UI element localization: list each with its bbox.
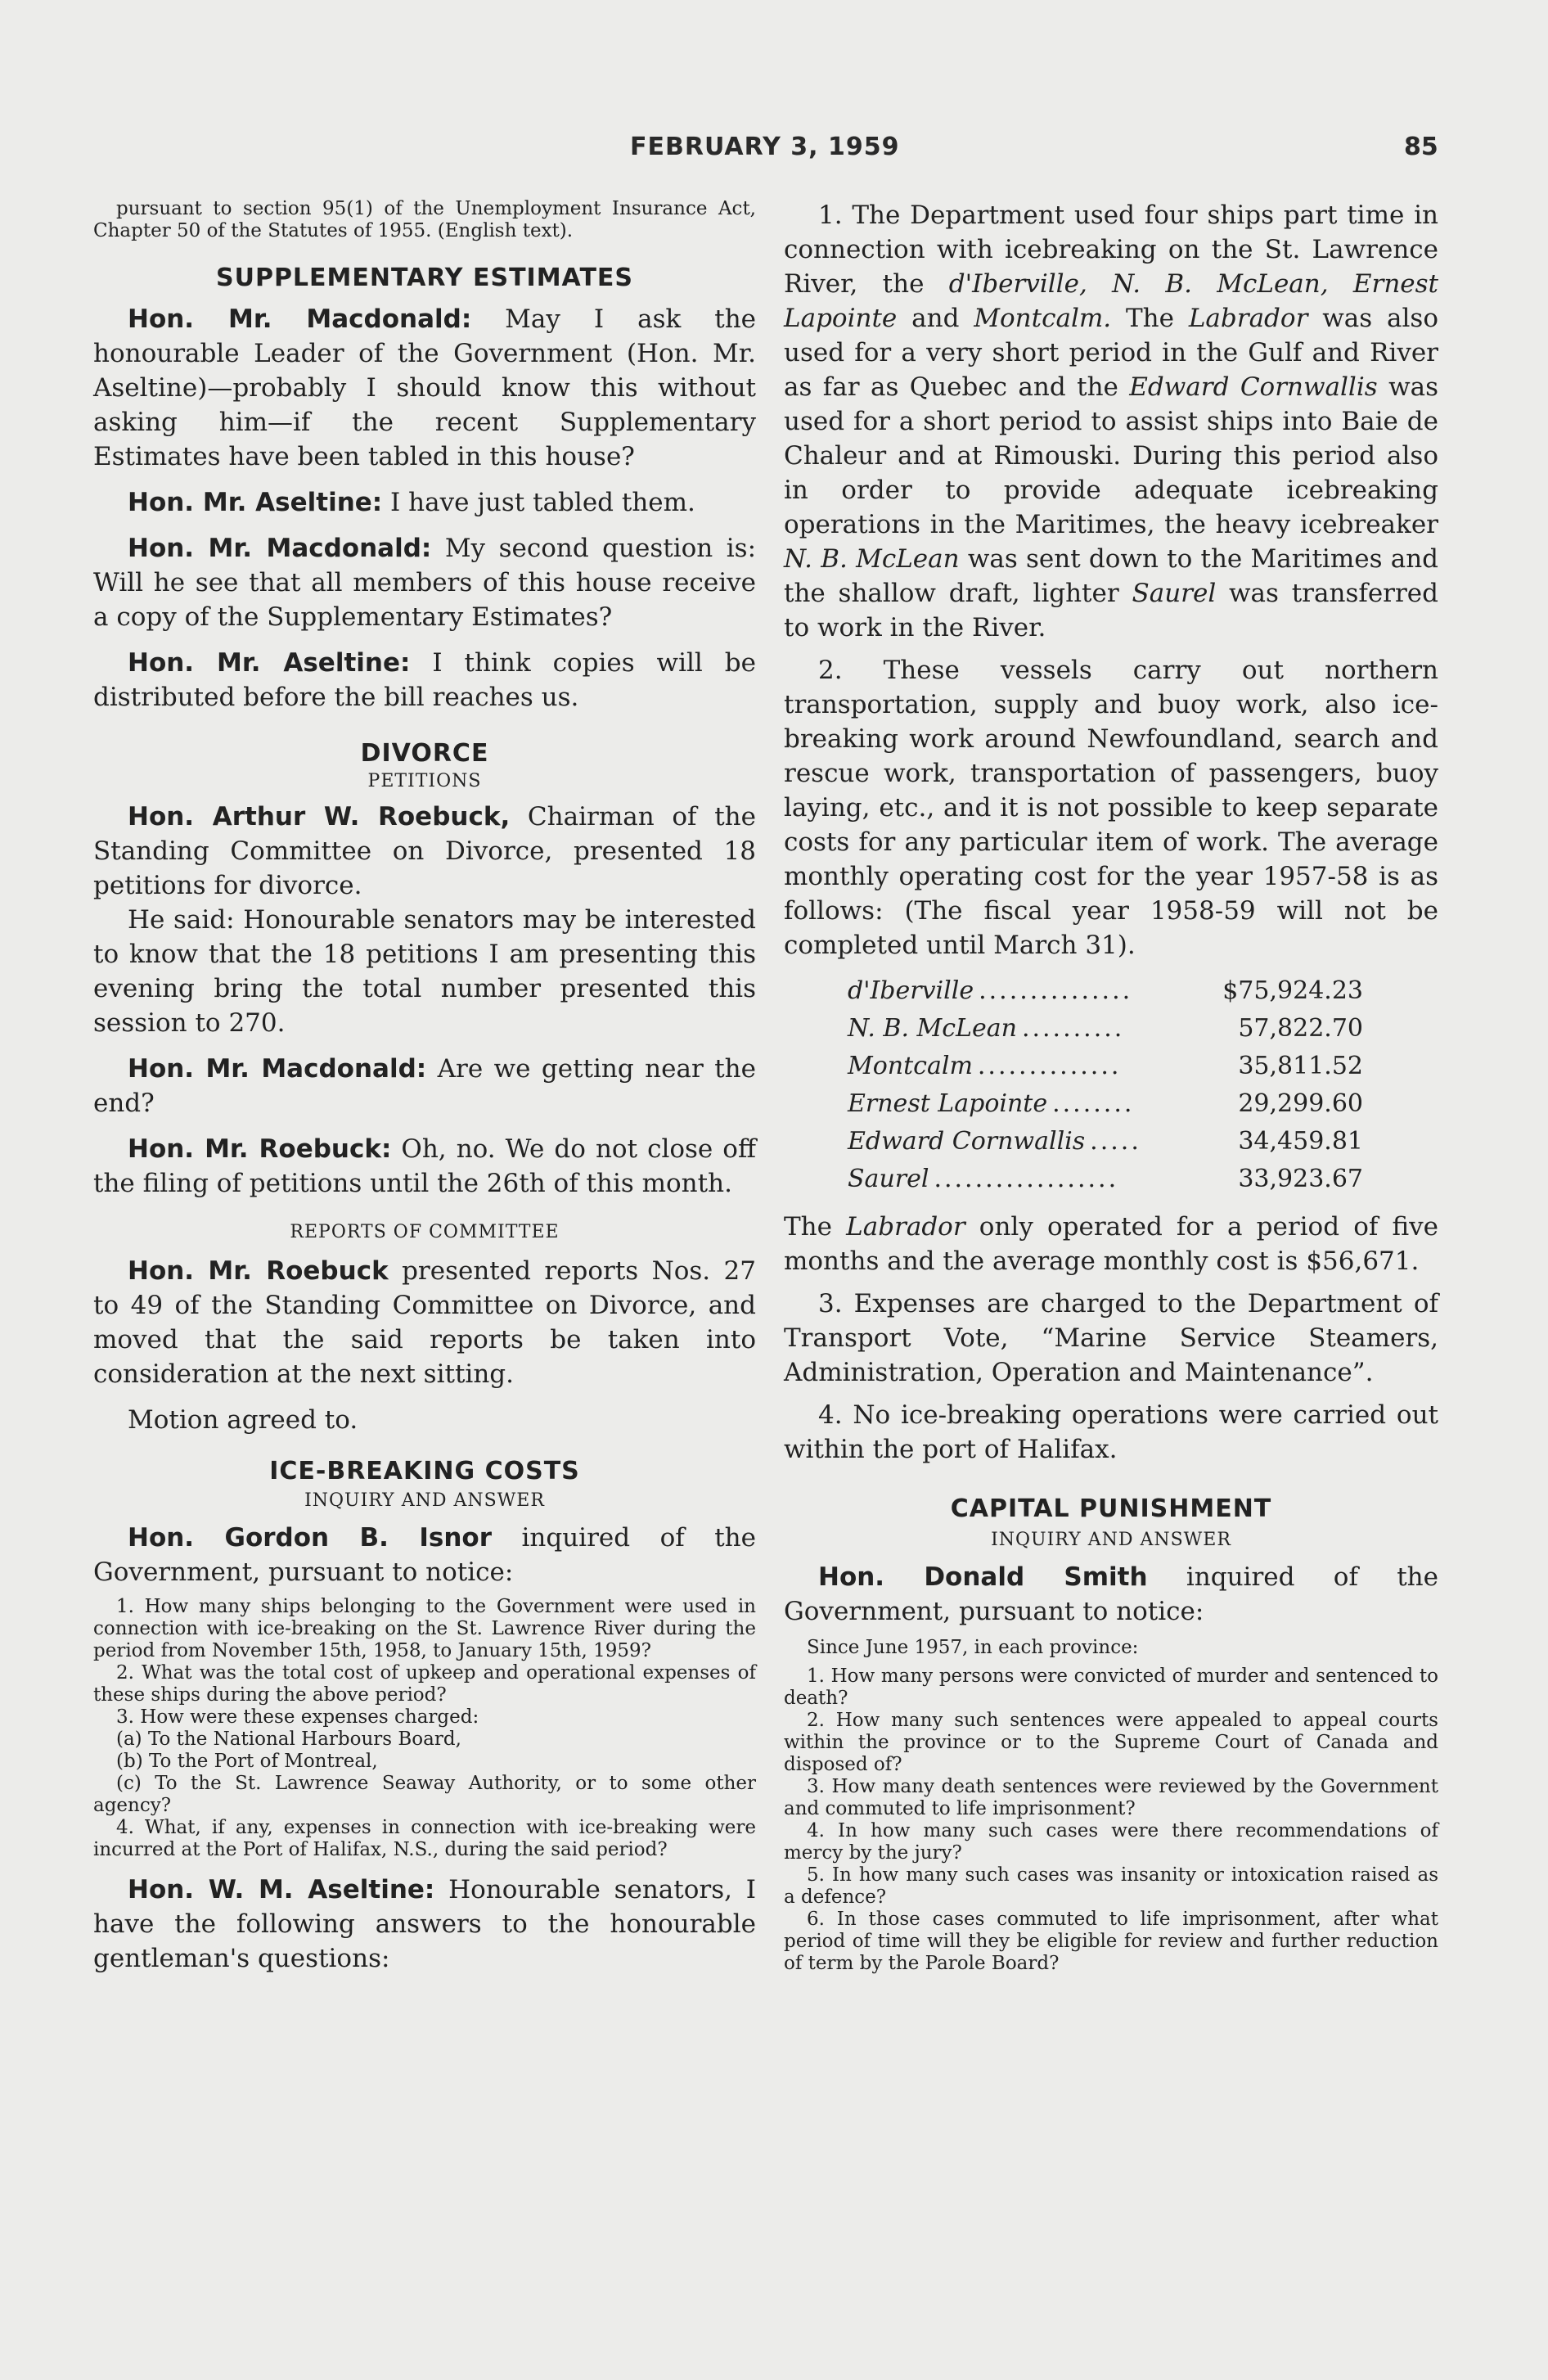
labrador-note	[784, 1210, 1438, 1278]
answer-text: was transferred to work in the River.	[784, 579, 1438, 642]
reports-of-committee-subheading: REPORTS OF COMMITTEE	[290, 1222, 560, 1242]
ice-question-3a: (a) To the National Harbours Board,	[116, 1729, 461, 1750]
ice-question-2: 2. What was the total cost of upkeep and operational expenses of these ships during the above period?	[93, 1662, 756, 1706]
ice-question-3c: (c) To the St. Lawrence Seaway Authority, or to some other agency?	[93, 1773, 756, 1816]
capital-punishment-heading: CAPITAL PUNISHMENT	[950, 1494, 1272, 1523]
ship-name: Labrador	[846, 1212, 965, 1242]
divorce-paragraph-3	[93, 1052, 756, 1120]
page-number: 85	[1404, 133, 1438, 161]
supp-paragraph-2	[93, 485, 756, 520]
capital-question-2: 2. How many such sentences were appealed to appeal courts within the province or to the Supreme Court of Canada and disposed of?	[784, 1710, 1438, 1775]
leader-dots: ..................	[934, 1165, 1119, 1193]
paragraph-text: My second question is: Will he see that all members of this house receive a copy of the Supplementary Estimates?	[93, 534, 757, 632]
ship-names: d'Iberville, N. B. McLean, Ernest Lapointe	[784, 269, 1439, 333]
ship-name: Saurel	[1132, 579, 1217, 608]
speaker-name: Hon. Mr. Roebuck	[128, 1256, 389, 1286]
table-row	[848, 1048, 1363, 1085]
supp-paragraph-3	[93, 531, 756, 634]
answer-text: 1. The Department used four ships part time in connection with icebreaking on the St. Lawrence River, the	[784, 201, 1438, 299]
paragraph-text: inquired of the Government, pursuant to notice:	[784, 1562, 1438, 1626]
paragraph-text: Oh, no. We do not close off the filing of petitions until the 26th of this month.	[93, 1134, 756, 1198]
speaker-name: Hon. Mr. Macdonald:	[128, 304, 472, 334]
answer-text: was sent down to the Maritimes and the shallow draft, lighter	[784, 544, 1439, 608]
answer-text: The	[1111, 304, 1189, 333]
speaker-name: Hon. Mr. Aseltine:	[128, 488, 383, 517]
cost-value: 33,923.67	[1238, 1165, 1363, 1193]
cost-value: $75,924.23	[1222, 976, 1363, 1005]
petitions-subheading: PETITIONS	[367, 771, 482, 791]
ice-question-4: 4. What, if any, expenses in connection with ice-breaking were incurred at the Port of Halifax, N.S., during the said period?	[93, 1817, 756, 1860]
capital-question-5: 5. In how many such cases was insanity or intoxication raised as a defence?	[784, 1864, 1438, 1908]
ice-question-3b: (b) To the Port of Montreal,	[116, 1751, 378, 1772]
paragraph-text: presented reports Nos. 27 to 49 of the Standing Committee on Divorce, and moved that the said reports be taken into consideration at the next sitting.	[93, 1256, 756, 1389]
ship-name: Edward Cornwallis	[1129, 372, 1378, 402]
divorce-paragraph-4	[93, 1132, 756, 1201]
left-column	[93, 198, 756, 1976]
smith-inquiry	[784, 1560, 1438, 1629]
leader-dots: ........	[1052, 1089, 1135, 1118]
answer-2: 2. These vessels carry out northern transportation, supply and buoy work, also ice-breaking work around Newfoundland, search and rescue work, transportation of passengers, buoy laying, etc., and it is not possible to keep separate costs for any particular item of work. The average monthly operating cost for the year 1957-58 is as follows: (The fiscal year 1958-59 will not be completed until March 31).	[784, 656, 1438, 960]
supplementary-estimates-heading: SUPPLEMENTARY ESTIMATES	[215, 264, 634, 292]
answer-3: 3. Expenses are charged to the Department of Transport Vote, “Marine Service Steamers, Administration, Operation and Maintenance”.	[784, 1289, 1438, 1387]
ship-name: N. B. McLean	[848, 1014, 1017, 1043]
speaker-name: Hon. Mr. Aseltine:	[128, 648, 411, 678]
speaker-name: Hon. Donald Smith	[818, 1562, 1148, 1592]
answer-4: 4. No ice-breaking operations were carried out within the port of Halifax.	[784, 1400, 1438, 1464]
answer-text: only operated for a period of five months and the average monthly cost is $56,671.	[784, 1212, 1438, 1276]
cost-value: 29,299.60	[1238, 1089, 1363, 1118]
paragraph-text: Honourable senators, I have the following answers to the honourable gentleman's questions:	[93, 1875, 756, 1973]
leader-dots: ...............	[979, 976, 1133, 1005]
ice-breaking-costs-heading: ICE-BREAKING COSTS	[269, 1457, 580, 1485]
reports-paragraph-1	[93, 1254, 756, 1391]
divorce-paragraph-2: He said: Honourable senators may be interested to know that the 18 petitions I am presenting this evening bring the total number presented this session to 270.	[93, 905, 756, 1038]
paragraph-text: I think copies will be distributed before the bill reaches us.	[93, 648, 756, 712]
ship-name: Saurel	[848, 1165, 929, 1193]
speaker-name: Hon. Mr. Roebuck:	[128, 1134, 392, 1164]
ice-question-3: 3. How were these expenses charged:	[116, 1706, 479, 1728]
supp-paragraph-1	[93, 302, 756, 474]
cost-value: 34,459.81	[1238, 1127, 1363, 1156]
paragraph-text: inquired of the Government, pursuant to notice:	[93, 1523, 756, 1587]
table-row	[848, 1123, 1363, 1161]
table-row	[848, 1161, 1363, 1198]
cost-value: 57,822.70	[1238, 1014, 1363, 1043]
answer-text: was also used for a very short period in the Gulf and River as far as Quebec and the	[784, 304, 1439, 402]
ship-name: Edward Cornwallis	[848, 1127, 1086, 1156]
inquiry-and-answer-subheading: INQUIRY AND ANSWER	[304, 1490, 545, 1511]
ice-question-1: 1. How many ships belonging to the Government were used in connection with ice-breaking on the St. Lawrence River during the period from November 15th, 1958, to January 15th, 1959?	[93, 1596, 756, 1661]
divorce-heading: DIVORCE	[360, 739, 489, 768]
intro-text: pursuant to section 95(1) of the Unemployment Insurance Act, Chapter 50 of the Statutes of 1955. (English text).	[93, 198, 756, 241]
capital-question-1: 1. How many persons were convicted of murder and sentenced to death?	[784, 1666, 1438, 1709]
paragraph-text: May I ask the honourable Leader of the Government (Hon. Mr. Aseltine)—probably I should know this without asking him—if the recent Supplementary Estimates have been tabled in this house?	[93, 304, 756, 471]
isnor-inquiry	[93, 1521, 756, 1589]
speaker-name: Hon. Gordon B. Isnor	[128, 1523, 492, 1553]
answer-text: was used for a short period to assist ships into Baie de Chaleur and at Rimouski. During this period also in order to provide adequate icebreaking operations in the Maritimes, the heavy icebreaker	[784, 372, 1438, 539]
answer-text: The	[784, 1212, 847, 1242]
divorce-paragraph-1	[93, 800, 756, 903]
answer-text: and	[897, 304, 974, 333]
cost-value: 35,811.52	[1238, 1052, 1363, 1080]
paragraph-text: Chairman of the Standing Committee on Divorce, presented 18 petitions for divorce.	[93, 802, 756, 900]
speaker-name: Hon. W. M. Aseltine:	[128, 1875, 435, 1904]
inquiry-and-answer-subheading: INQUIRY AND ANSWER	[991, 1530, 1231, 1550]
leader-dots: ..........	[1021, 1014, 1125, 1043]
aseltine-answer	[93, 1873, 756, 1976]
ship-name: N. B. McLean	[784, 544, 960, 574]
capital-question-3: 3. How many death sentences were reviewed by the Government and commuted to life imprisonment?	[784, 1776, 1438, 1819]
page-date-header: FEBRUARY 3, 1959	[630, 133, 900, 161]
table-row	[848, 1010, 1363, 1048]
capital-question-4: 4. In how many such cases were there recommendations of mercy by the jury?	[784, 1820, 1438, 1864]
ship-name: Labrador	[1188, 304, 1308, 333]
table-row	[848, 1085, 1363, 1123]
leader-dots: ..............	[977, 1052, 1122, 1080]
leader-dots: .....	[1090, 1127, 1141, 1156]
table-row	[848, 972, 1363, 1010]
supp-paragraph-4	[93, 646, 756, 714]
ship-name: d'Iberville	[848, 976, 974, 1005]
operating-cost-table	[848, 972, 1363, 1198]
ship-name: Montcalm	[848, 1052, 973, 1080]
ship-name: Montcalm.	[974, 304, 1112, 333]
capital-question-6: 6. In those cases commuted to life imprisonment, after what period of time will they be eligible for review and further reduction of term by the Parole Board?	[784, 1909, 1438, 1974]
speaker-name: Hon. Arthur W. Roebuck,	[128, 802, 511, 832]
ship-name: Ernest Lapointe	[848, 1089, 1048, 1118]
answer-1	[784, 198, 1438, 645]
paragraph-text: I have just tabled them.	[382, 488, 695, 517]
right-column	[784, 198, 1438, 1975]
since-june-text: Since June 1957, in each province:	[807, 1637, 1139, 1658]
motion-agreed-text: Motion agreed to.	[128, 1405, 358, 1435]
speaker-name: Hon. Mr. Macdonald:	[128, 1054, 427, 1084]
speaker-name: Hon. Mr. Macdonald:	[128, 534, 432, 563]
paragraph-text: Are we getting near the end?	[93, 1054, 756, 1118]
